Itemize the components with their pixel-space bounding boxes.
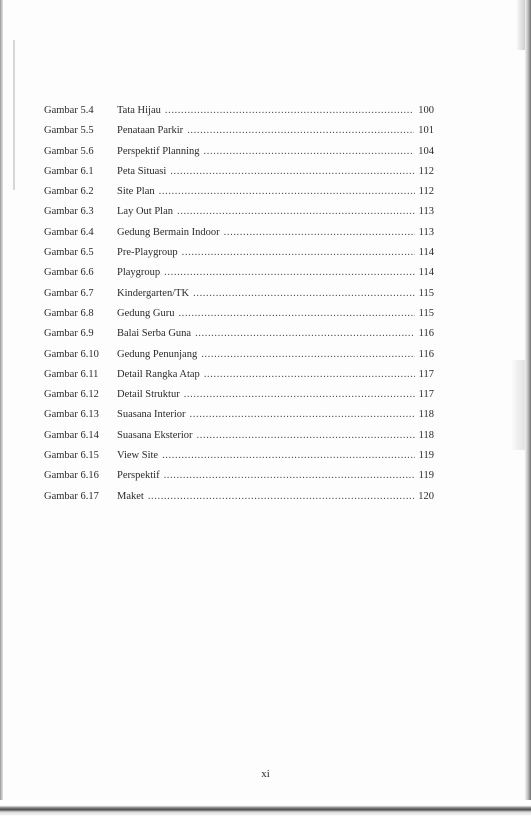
toc-row bbox=[44, 182, 434, 202]
toc-entry bbox=[117, 385, 434, 405]
toc-entry bbox=[117, 405, 434, 425]
toc-entry bbox=[117, 182, 434, 202]
toc-entry bbox=[117, 487, 434, 507]
dot-leader bbox=[184, 385, 415, 405]
dot-leader bbox=[204, 365, 415, 385]
figure-page-number: 112 bbox=[418, 165, 434, 177]
toc-row bbox=[44, 101, 434, 121]
figure-title: Perspektif bbox=[117, 470, 160, 482]
toc-entry bbox=[117, 142, 434, 162]
figure-label: Gambar 6.2 bbox=[44, 186, 94, 198]
figure-label: Gambar 5.4 bbox=[44, 105, 94, 116]
figure-page-number: 118 bbox=[418, 429, 434, 441]
figure-title: Playgroup bbox=[117, 267, 161, 279]
figure-label: Gambar 5.6 bbox=[44, 145, 94, 157]
toc-entry bbox=[117, 365, 434, 385]
figure-title: Suasana Interior bbox=[117, 409, 186, 421]
page-number: xi bbox=[261, 768, 270, 780]
figure-title: Maket bbox=[117, 490, 144, 502]
dot-leader bbox=[193, 284, 415, 304]
dot-leader bbox=[159, 182, 415, 202]
figure-label: Gambar 6.1 bbox=[44, 165, 94, 177]
scan-edge-left bbox=[0, 0, 3, 800]
figure-title: Lay Out Plan bbox=[117, 206, 173, 218]
figure-page-number: 116 bbox=[418, 328, 434, 340]
figure-title: Site Plan bbox=[117, 186, 155, 198]
scan-mark-left bbox=[13, 40, 15, 190]
toc-row bbox=[44, 304, 434, 324]
toc-row bbox=[44, 142, 434, 162]
figure-title: Peta Situasi bbox=[117, 165, 167, 177]
dot-leader bbox=[164, 263, 414, 283]
figure-title: Gedung Bermain Indoor bbox=[117, 226, 220, 238]
figure-page-number: 118 bbox=[418, 409, 434, 421]
figure-page-number: 100 bbox=[418, 105, 434, 116]
toc-row bbox=[44, 324, 434, 344]
figure-page-number: 117 bbox=[418, 368, 434, 380]
toc-entry bbox=[117, 202, 434, 222]
figure-title: Penataan Parkir bbox=[117, 125, 184, 137]
toc-entry bbox=[117, 324, 434, 344]
figure-page-number: 115 bbox=[418, 287, 434, 299]
figure-label: Gambar 6.17 bbox=[44, 490, 99, 502]
dot-leader bbox=[190, 405, 415, 425]
figure-title: Tata Hijau bbox=[117, 105, 161, 116]
figure-label: Gambar 6.8 bbox=[44, 307, 94, 319]
toc-entry bbox=[117, 284, 434, 304]
figure-page-number: 114 bbox=[418, 247, 434, 259]
figure-label: Gambar 6.12 bbox=[44, 389, 99, 401]
toc-row bbox=[44, 284, 434, 304]
figure-label: Gambar 6.6 bbox=[44, 267, 94, 279]
toc-row bbox=[44, 345, 434, 365]
figure-title: View Site bbox=[117, 450, 159, 462]
toc-entry bbox=[117, 304, 434, 324]
figure-label: Gambar 6.10 bbox=[44, 348, 99, 360]
figure-page-number: 112 bbox=[418, 186, 434, 198]
figure-label: Gambar 6.4 bbox=[44, 226, 94, 238]
dot-leader bbox=[201, 345, 414, 365]
toc-row bbox=[44, 202, 434, 222]
scan-edge-right bbox=[525, 0, 531, 816]
dot-leader bbox=[182, 243, 415, 263]
dot-leader bbox=[164, 466, 415, 486]
dot-leader bbox=[224, 223, 415, 243]
figure-label: Gambar 6.3 bbox=[44, 206, 94, 218]
toc-row bbox=[44, 243, 434, 263]
scan-shade-right bbox=[511, 360, 525, 450]
toc-entry bbox=[117, 466, 434, 486]
figure-page-number: 116 bbox=[418, 348, 434, 360]
dot-leader bbox=[170, 162, 414, 182]
toc-entry bbox=[117, 243, 434, 263]
figure-page-number: 120 bbox=[418, 490, 434, 502]
dot-leader bbox=[177, 202, 415, 222]
scan-edge-bottom bbox=[0, 800, 531, 816]
toc-row bbox=[44, 487, 434, 507]
figure-label: Gambar 6.7 bbox=[44, 287, 94, 299]
figure-label: Gambar 6.14 bbox=[44, 429, 99, 441]
figure-title: Pre-Playgroup bbox=[117, 247, 178, 259]
dot-leader bbox=[197, 426, 415, 446]
toc-entry bbox=[117, 446, 434, 466]
dot-leader bbox=[162, 446, 415, 466]
toc-row bbox=[44, 223, 434, 243]
figure-page-number: 113 bbox=[418, 226, 434, 238]
figure-label: Gambar 6.13 bbox=[44, 409, 99, 421]
figure-label: Gambar 6.9 bbox=[44, 328, 94, 340]
toc-entry bbox=[117, 426, 434, 446]
dot-leader bbox=[178, 304, 414, 324]
toc-entry bbox=[117, 162, 434, 182]
figure-label: Gambar 6.5 bbox=[44, 247, 94, 259]
figure-label: Gambar 6.16 bbox=[44, 470, 99, 482]
toc-row bbox=[44, 466, 434, 486]
toc-row bbox=[44, 446, 434, 466]
figure-page-number: 104 bbox=[418, 145, 434, 157]
toc-row bbox=[44, 426, 434, 446]
toc-row bbox=[44, 405, 434, 425]
list-of-figures bbox=[44, 101, 434, 507]
toc-entry bbox=[117, 121, 434, 141]
figure-title: Balai Serba Guna bbox=[117, 328, 192, 340]
dot-leader bbox=[195, 324, 415, 344]
toc-entry bbox=[117, 263, 434, 283]
dot-leader bbox=[204, 142, 415, 162]
figure-label: Gambar 6.15 bbox=[44, 450, 99, 462]
figure-page-number: 119 bbox=[418, 450, 434, 462]
scan-mark-right-top bbox=[517, 0, 525, 50]
dot-leader bbox=[165, 101, 414, 121]
toc-row bbox=[44, 385, 434, 405]
figure-page-number: 115 bbox=[418, 307, 434, 319]
figure-page-number: 101 bbox=[418, 125, 434, 137]
toc-entry bbox=[117, 345, 434, 365]
figure-title: Detail Rangka Atap bbox=[117, 368, 200, 380]
figure-page-number: 114 bbox=[418, 267, 434, 279]
figure-title: Perspektif Planning bbox=[117, 145, 200, 157]
toc-entry bbox=[117, 223, 434, 243]
toc-entry bbox=[117, 101, 434, 121]
figure-title: Gedung Penunjang bbox=[117, 348, 198, 360]
toc-row bbox=[44, 121, 434, 141]
figure-page-number: 119 bbox=[418, 470, 434, 482]
toc-row bbox=[44, 263, 434, 283]
dot-leader bbox=[187, 121, 414, 141]
figure-label: Gambar 6.11 bbox=[44, 368, 99, 380]
figure-title: Suasana Eksterior bbox=[117, 429, 193, 441]
figure-title: Detail Struktur bbox=[117, 389, 180, 401]
toc-row bbox=[44, 365, 434, 385]
figure-title: Gedung Guru bbox=[117, 307, 175, 319]
dot-leader bbox=[148, 487, 414, 507]
toc-row bbox=[44, 162, 434, 182]
figure-label: Gambar 5.5 bbox=[44, 125, 94, 137]
figure-title: Kindergarten/TK bbox=[117, 287, 190, 299]
figure-page-number: 113 bbox=[418, 206, 434, 218]
figure-page-number: 117 bbox=[418, 389, 434, 401]
